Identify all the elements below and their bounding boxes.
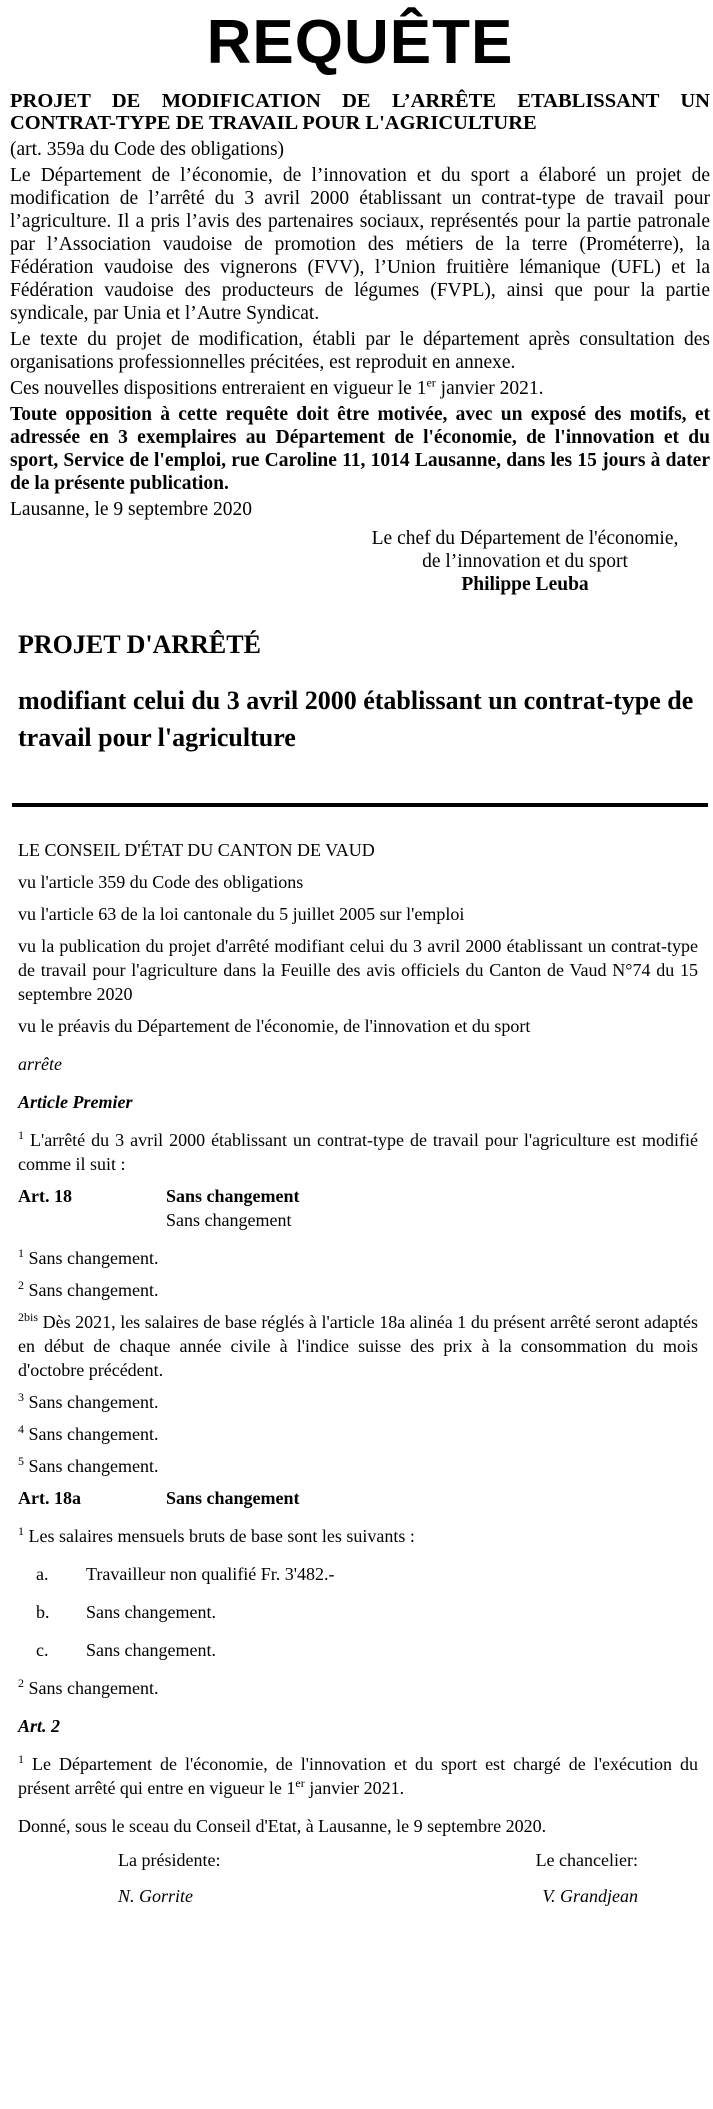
art18-al1 — [18, 1246, 698, 1270]
right-name: V. Grandjean — [542, 1886, 638, 1906]
superscript: er — [295, 1776, 305, 1790]
considerant-2: vu l'article 63 de la loi cantonale du 5 juillet 2005 sur l'emploi — [18, 904, 465, 924]
art2-text — [18, 1752, 698, 1800]
superscript: 1 — [18, 1524, 24, 1538]
done-statement: Donné, sous le sceau du Conseil d'Etat, à Lausanne, le 9 septembre 2020. — [18, 1816, 547, 1836]
art18a-al2 — [18, 1676, 698, 1700]
arrete-body — [18, 838, 698, 1908]
art18-al2-text: Sans changement. — [24, 1280, 159, 1300]
art2-date: janvier 2021. — [304, 1778, 405, 1798]
intro-paragraph-1: Le Département de l’économie, de l’innovation et du sport a élaboré un projet de modification de l’arrêté du 3 avril 2000 établissant un contrat-type de travail pour l’agriculture. Il a pris l’avis des partenaires sociaux, représentés pour la partie patronale par l’Association vaudoise de promotion des métiers de la terre (Prométerre), la Fédération vaudoise des vignerons (FVV), l’Union fruitière lémanique (UFL) et la Fédération vaudoise des producteurs de légumes (FVPL), ainsi que pour la partie syndicale, par Unia et l’Autre Syndicat. — [10, 165, 710, 324]
list-text: Sans changement. — [86, 1640, 216, 1660]
art18a-number: Art. 18a — [18, 1488, 81, 1508]
art18-al2 — [18, 1278, 698, 1302]
project-title: PROJET DE MODIFICATION DE L’ARRÊTE ETABLISSANT UN CONTRAT-TYPE DE TRAVAIL POUR L'AGRICULTURE — [10, 90, 710, 134]
intro-paragraph-2: Le texte du projet de modification, établi par le département après consultation des organisations professionnelles précitées, est reproduit en annexe. — [10, 329, 710, 373]
considerant-4: vu le préavis du Département de l'économie, de l'innovation et du sport — [18, 1016, 531, 1036]
signatory-line-2: de l’innovation et du sport — [422, 551, 628, 572]
superscript: 5 — [18, 1454, 24, 1468]
art18-al1-text: Sans changement. — [24, 1248, 159, 1268]
art2-heading: Art. 2 — [18, 1716, 61, 1736]
section-divider — [12, 803, 708, 807]
art2-body: Le Département de l'économie, de l'innovation et du sport est chargé de l'exécution du présent arrêté qui entre en vigueur le 1 — [18, 1754, 698, 1798]
projet-arrete-title: PROJET D'ARRÊTÉ — [18, 630, 261, 659]
legal-reference: (art. 359a du Code des obligations) — [10, 139, 285, 160]
art18-al3 — [18, 1390, 698, 1414]
right-role: Le chancelier: — [535, 1850, 638, 1870]
projet-arrete-subtitle: modifiant celui du 3 avril 2000 établissant un contrat-type de travail pour l'agriculture — [18, 686, 694, 752]
list-letter: b. — [36, 1602, 50, 1622]
list-item — [18, 1638, 698, 1662]
art18a-title: Sans changement — [166, 1488, 300, 1508]
requete-section — [10, 0, 710, 596]
superscript: 1 — [18, 1128, 24, 1142]
list-text: Travailleur non qualifié Fr. 3'482.- — [86, 1564, 335, 1584]
requete-heading: REQUÊTE — [206, 8, 514, 77]
left-role: La présidente: — [118, 1850, 221, 1870]
art18-al5-text: Sans changement. — [24, 1456, 159, 1476]
art18-al4-text: Sans changement. — [24, 1424, 159, 1444]
entry-into-force-text: Ces nouvelles dispositions entreraient en vigueur le 1 — [10, 378, 427, 399]
authority: LE CONSEIL D'ÉTAT DU CANTON DE VAUD — [18, 840, 375, 860]
considerant-3: vu la publication du projet d'arrêté modifiant celui du 3 avril 2000 établissant un contrat-type de travail pour l'agriculture dans la Feuille des avis officiels du Canton de Vaud N°74 du 15 septembre 2020 — [18, 936, 698, 1004]
signature-names — [18, 1884, 698, 1908]
art18-al5 — [18, 1454, 698, 1478]
superscript: er — [426, 375, 436, 390]
list-letter: a. — [36, 1564, 49, 1584]
signatory-line-1: Le chef du Département de l'économie, — [371, 528, 679, 549]
arrete-word: arrête — [18, 1054, 62, 1074]
intro-paragraph-3 — [10, 377, 710, 400]
superscript: 1 — [18, 1752, 24, 1766]
article-premier-body: L'arrêté du 3 avril 2000 établissant un contrat-type de travail pour l'agriculture est modifié comme il suit : — [18, 1130, 698, 1174]
superscript: 2 — [18, 1676, 24, 1690]
opposition-notice: Toute opposition à cette requête doit être motivée, avec un exposé des motifs, et adressée en 3 exemplaires au Département de l'économie, de l'innovation et du sport, Service de l'emploi, rue Caroline 11, 1014 Lausanne, dans les 15 jours à dater de la présente publication. — [10, 404, 710, 494]
art18-al2bis-text: Dès 2021, les salaires de base réglés à l'article 18a alinéa 1 du présent arrêté seront adaptés en début de chaque année civile à l'indice suisse des prix à la consommation du mois d'octobre précédent. — [18, 1312, 698, 1380]
art18-al3-text: Sans changement. — [24, 1392, 159, 1412]
superscript: 2 — [18, 1278, 24, 1292]
art18-heading — [18, 1184, 698, 1208]
list-item — [18, 1562, 698, 1586]
superscript: 3 — [18, 1390, 24, 1404]
signature-roles — [18, 1848, 698, 1872]
superscript: 1 — [18, 1246, 24, 1260]
article-premier-text — [18, 1128, 698, 1176]
article-premier-heading: Article Premier — [18, 1092, 133, 1112]
art18a-al2-text: Sans changement. — [24, 1678, 159, 1698]
place-date: Lausanne, le 9 septembre 2020 — [10, 499, 253, 520]
art18-al2bis — [18, 1310, 698, 1382]
entry-into-force-date: janvier 2021. — [435, 378, 544, 399]
list-letter: c. — [36, 1640, 49, 1660]
art18a-heading — [18, 1486, 698, 1510]
art18a-al1 — [18, 1524, 698, 1548]
superscript: 4 — [18, 1422, 24, 1436]
art18-al4 — [18, 1422, 698, 1446]
list-item — [18, 1600, 698, 1624]
art18-title: Sans changement — [166, 1186, 300, 1206]
signature-block — [340, 527, 710, 596]
list-text: Sans changement. — [86, 1602, 216, 1622]
considerant-1: vu l'article 359 du Code des obligations — [18, 872, 304, 892]
signatory-name: Philippe Leuba — [461, 574, 589, 595]
art18-number: Art. 18 — [18, 1186, 72, 1206]
left-name: N. Gorrite — [118, 1886, 194, 1906]
art18-subtitle: Sans changement — [166, 1210, 292, 1230]
art18a-al1-text: Les salaires mensuels bruts de base sont les suivants : — [24, 1526, 415, 1546]
superscript: 2bis — [18, 1310, 39, 1324]
